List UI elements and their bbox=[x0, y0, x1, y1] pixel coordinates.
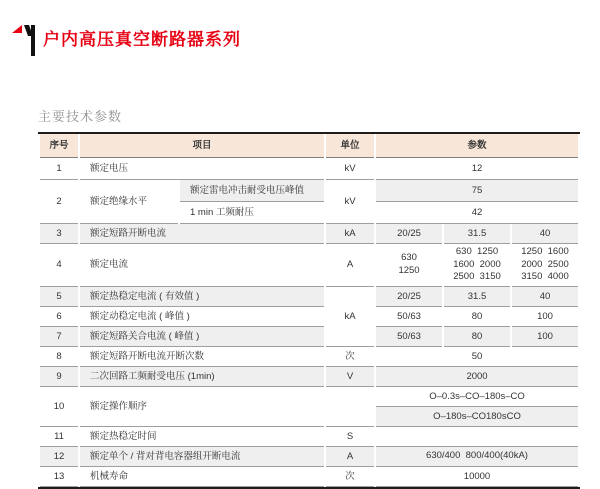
cell-unit: V bbox=[326, 367, 374, 387]
cell-value: 630 1250 bbox=[376, 244, 442, 287]
cell-unit: kA bbox=[326, 287, 374, 347]
cell-item: 机械寿命 bbox=[80, 467, 324, 487]
table-row bbox=[40, 180, 578, 202]
col-header-item: 项目 bbox=[80, 134, 324, 158]
cell-value: O–0.3s–CO–180s–CO bbox=[376, 387, 578, 407]
cell-item: 二次回路工频耐受电压 (1min) bbox=[80, 367, 324, 387]
table-row bbox=[40, 387, 578, 407]
cell-no: 12 bbox=[40, 447, 78, 467]
cell-no: 10 bbox=[40, 387, 78, 427]
cell-value: 10000 bbox=[376, 467, 578, 487]
cell-value: 2000 bbox=[376, 367, 578, 387]
cell-item: 额定短路关合电流 ( 峰值 ) bbox=[80, 327, 324, 347]
cell-no: 9 bbox=[40, 367, 78, 387]
table-row bbox=[40, 307, 578, 327]
cell-no: 7 bbox=[40, 327, 78, 347]
table-row bbox=[40, 367, 578, 387]
logo-mark-icon bbox=[12, 23, 38, 62]
cell-unit: A bbox=[326, 447, 374, 467]
cell-value: 100 bbox=[512, 307, 578, 327]
cell-item: 额定热稳定电流 ( 有效值 ) bbox=[80, 287, 324, 307]
cell-value: 20/25 bbox=[376, 224, 442, 244]
cell-value: 20/25 bbox=[376, 287, 442, 307]
cell-value: 40 bbox=[512, 287, 578, 307]
cell-value: 31.5 bbox=[444, 287, 510, 307]
cell-value: 80 bbox=[444, 307, 510, 327]
cell-no: 11 bbox=[40, 427, 78, 447]
cell-item: 额定动稳定电流 ( 峰值 ) bbox=[80, 307, 324, 327]
cell-value: 80 bbox=[444, 327, 510, 347]
cell-value: 50/63 bbox=[376, 307, 442, 327]
cell-item: 额定操作顺序 bbox=[80, 387, 324, 427]
table-row bbox=[40, 467, 578, 487]
table-row bbox=[40, 158, 578, 180]
cell-value: 75 bbox=[376, 180, 578, 202]
col-header-unit: 单位 bbox=[326, 134, 374, 158]
page-title: 户内高压真空断路器系列 bbox=[43, 30, 241, 49]
cell-value: 12 bbox=[376, 158, 578, 180]
cell-no: 8 bbox=[40, 347, 78, 367]
cell-value: O–180s–CO180sCO bbox=[376, 407, 578, 427]
cell-item: 额定短路开断电流开断次数 bbox=[80, 347, 324, 367]
cell-value: 50 bbox=[376, 347, 578, 367]
parameters-table bbox=[38, 132, 586, 489]
table-row bbox=[40, 287, 578, 307]
cell-no: 3 bbox=[40, 224, 78, 244]
cell-value: 1250 1600 2000 2500 3150 4000 bbox=[512, 244, 578, 287]
cell-no: 4 bbox=[40, 244, 78, 287]
cell-unit: 次 bbox=[326, 347, 374, 367]
cell-subitem: 额定雷电冲击耐受电压峰值 bbox=[180, 180, 324, 202]
table-row bbox=[40, 224, 578, 244]
cell-value: 50/63 bbox=[376, 327, 442, 347]
page-header bbox=[12, 23, 241, 62]
cell-unit: 次 bbox=[326, 467, 374, 487]
cell-item: 额定电流 bbox=[80, 244, 324, 287]
cell-value: 31.5 bbox=[444, 224, 510, 244]
cell-unit: kV bbox=[326, 158, 374, 180]
table-header-row bbox=[40, 134, 578, 158]
cell-item: 额定电压 bbox=[80, 158, 324, 180]
cell-item: 额定热稳定时间 bbox=[80, 427, 324, 447]
cell-no: 13 bbox=[40, 467, 78, 487]
cell-value: 100 bbox=[512, 327, 578, 347]
cell-value: 630 1250 1600 2000 2500 3150 bbox=[444, 244, 510, 287]
cell-value bbox=[376, 427, 578, 447]
cell-item: 额定绝缘水平 bbox=[80, 180, 178, 224]
cell-value: 630/400 800/400(40kA) bbox=[376, 447, 578, 467]
cell-unit bbox=[326, 387, 374, 427]
cell-subitem: 1 min 工频耐压 bbox=[180, 202, 324, 224]
cell-item: 额定短路开断电流 bbox=[80, 224, 324, 244]
cell-unit: S bbox=[326, 427, 374, 447]
section-title: 主要技术参数 bbox=[38, 109, 123, 124]
table-row bbox=[40, 447, 578, 467]
table-row bbox=[40, 244, 578, 287]
cell-value: 40 bbox=[512, 224, 578, 244]
cell-no: 2 bbox=[40, 180, 78, 224]
cell-unit: kA bbox=[326, 224, 374, 244]
cell-value: 42 bbox=[376, 202, 578, 224]
cell-no: 1 bbox=[40, 158, 78, 180]
cell-unit: A bbox=[326, 244, 374, 287]
cell-no: 5 bbox=[40, 287, 78, 307]
col-header-params: 参数 bbox=[376, 134, 578, 158]
cell-item: 额定单个 / 背对背电容器组开断电流 bbox=[80, 447, 324, 467]
table-row bbox=[40, 427, 578, 447]
table-row bbox=[40, 347, 578, 367]
cell-unit: kV bbox=[326, 180, 374, 224]
table-row bbox=[40, 327, 578, 347]
col-header-no: 序号 bbox=[40, 134, 78, 158]
cell-no: 6 bbox=[40, 307, 78, 327]
